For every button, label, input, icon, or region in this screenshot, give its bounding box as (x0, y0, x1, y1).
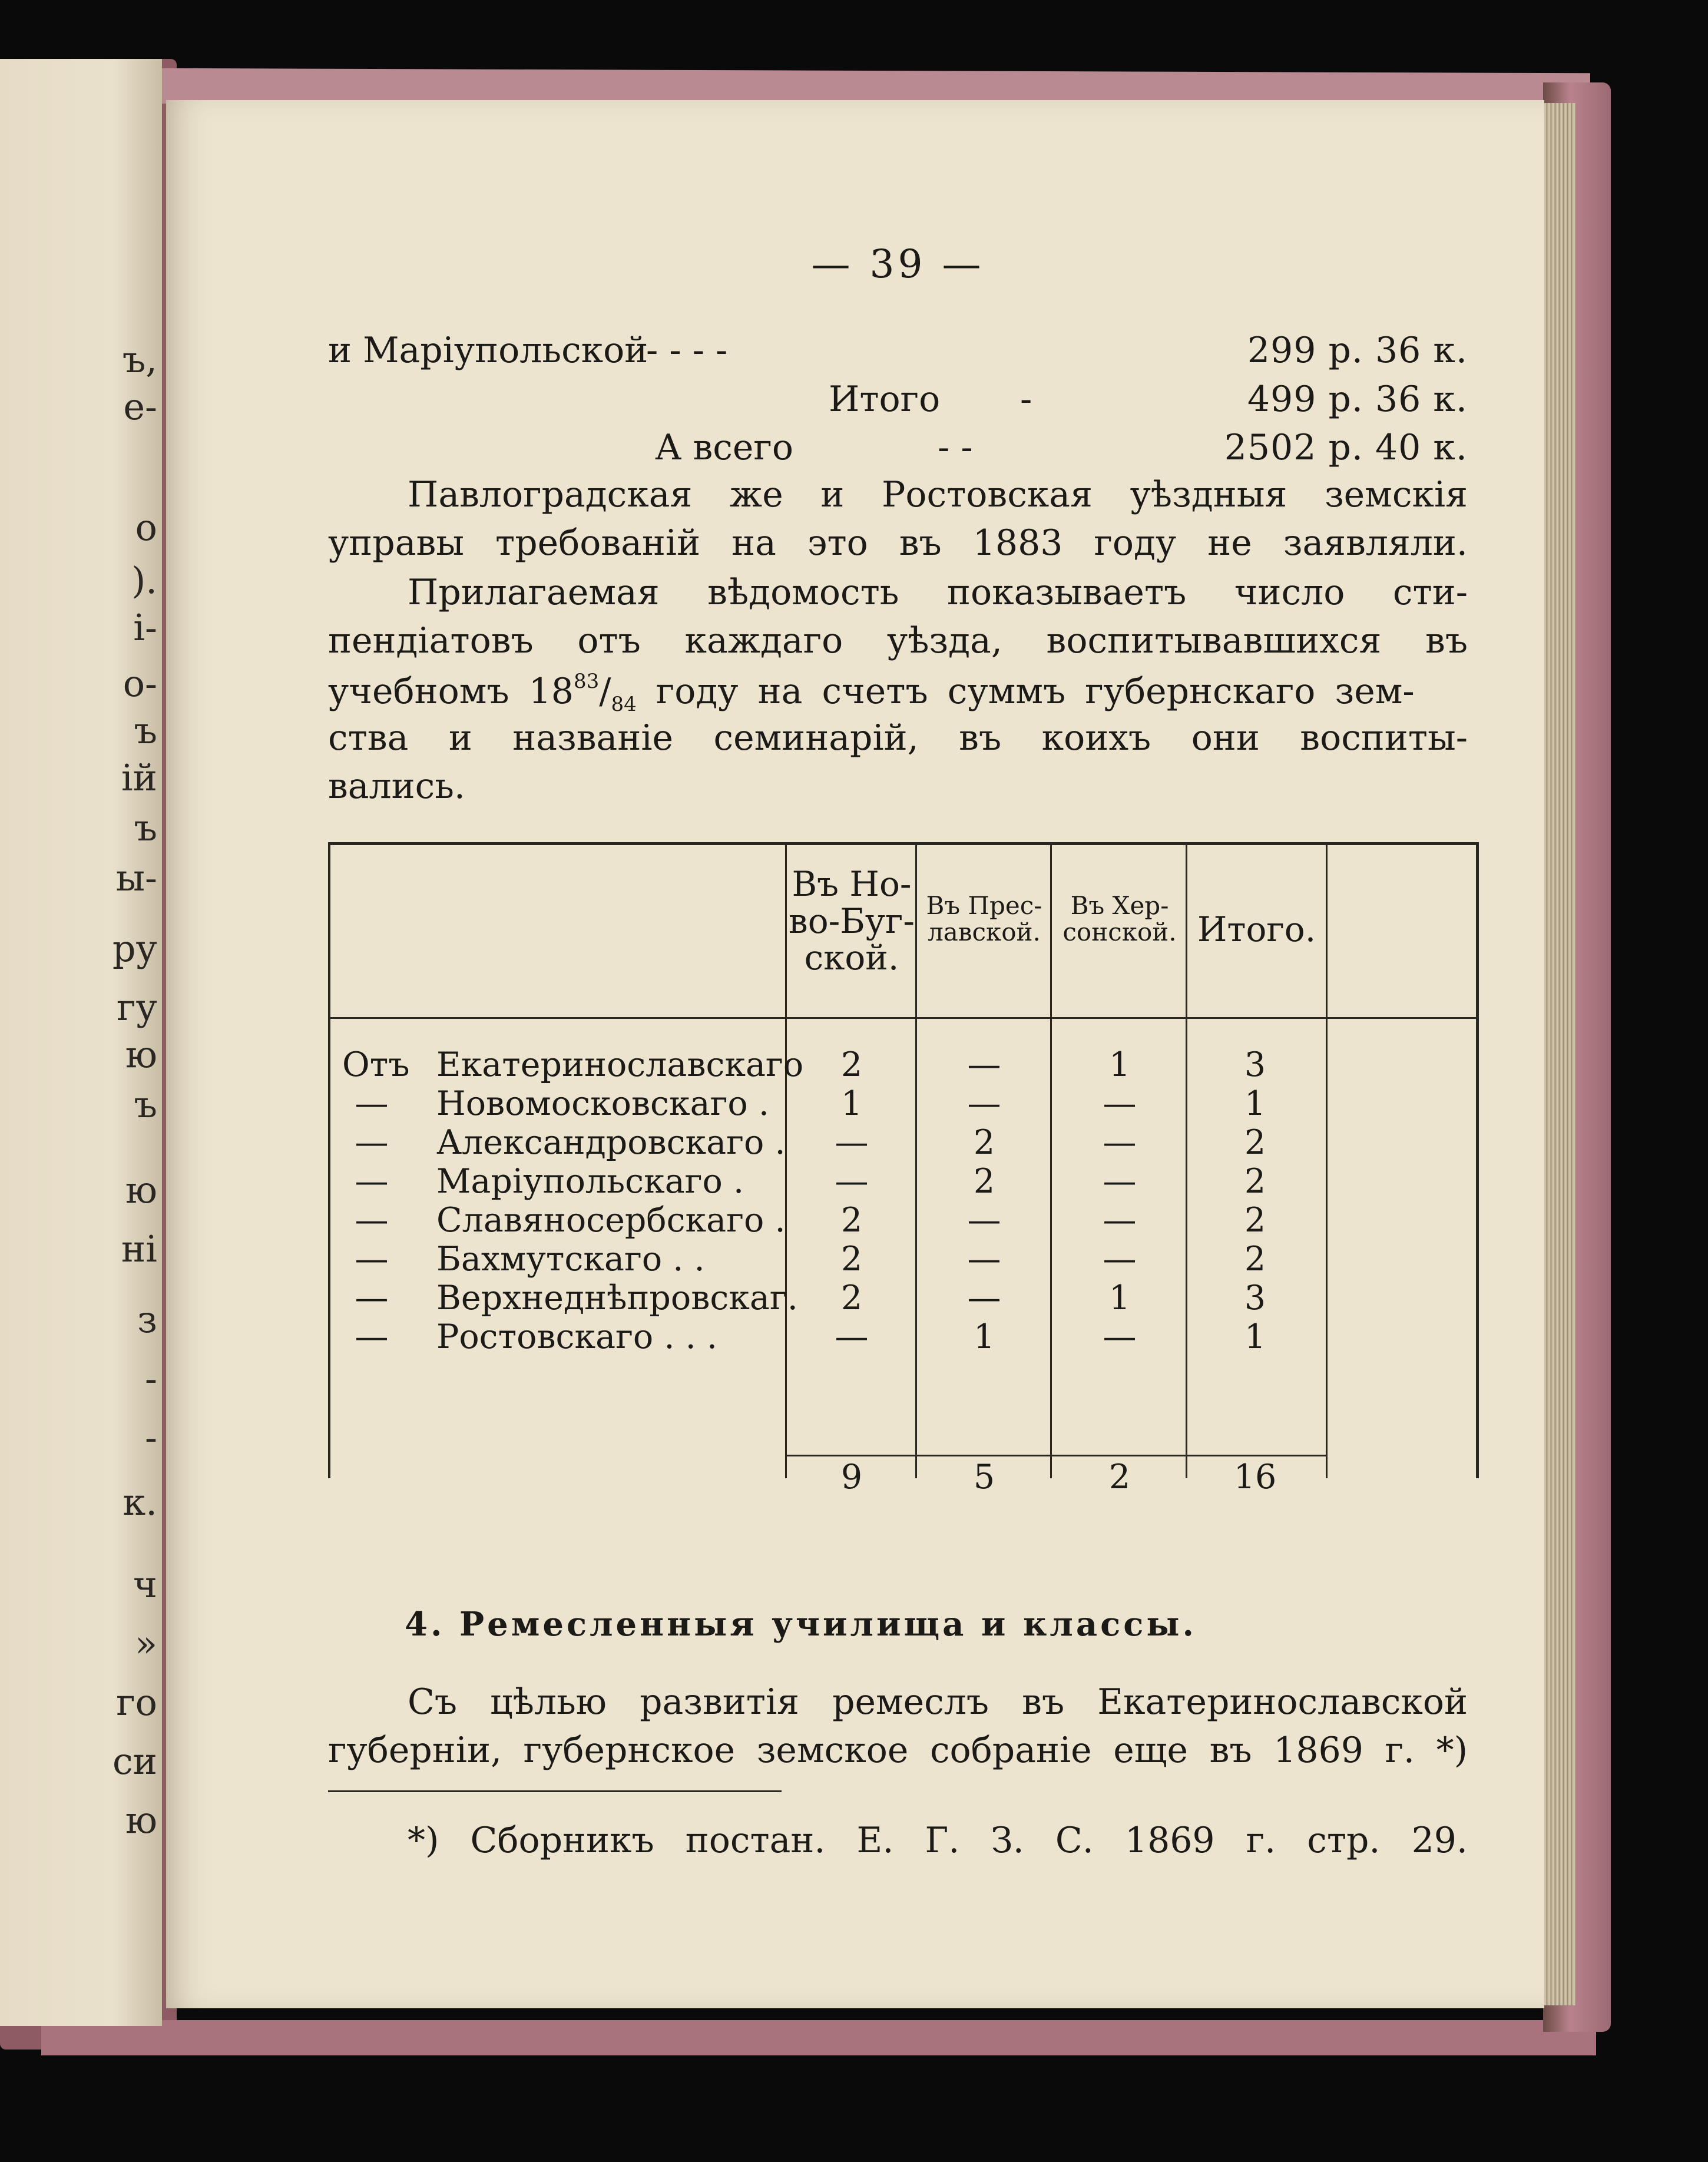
cell-kherson: — (1103, 1240, 1137, 1279)
table-row (330, 1279, 1476, 1317)
facing-page-fragment: ні (121, 1227, 157, 1270)
facing-page-fragment: ъ (134, 806, 157, 849)
paragraph2-line2: пендіатовъ отъ каждаго уѣзда, воспитывавшихся въ (328, 620, 1468, 661)
cell-novobug: — (835, 1317, 869, 1356)
cell-preslav: — (967, 1279, 1001, 1317)
cell-novobug: 2 (840, 1240, 863, 1279)
page-edges (1543, 103, 1575, 2005)
header-kherson (1052, 892, 1187, 946)
facing-page-fragment: - (145, 1357, 157, 1400)
cell-total: 2 (1244, 1123, 1266, 1162)
total-all: 16 (1233, 1458, 1277, 1496)
row-district: Маріупольскаго . (436, 1162, 744, 1201)
header-total: Итого. (1197, 909, 1316, 949)
header-text: Въ Прес- (926, 891, 1042, 920)
header-text: ской. (804, 938, 899, 978)
book-page (166, 100, 1544, 2008)
header-novobug (787, 866, 916, 976)
facing-page-fragment: ій (121, 756, 157, 799)
header-text: Въ Хер- (1070, 891, 1169, 920)
row-prefix: — (355, 1084, 389, 1123)
table-row (330, 1084, 1476, 1123)
cell-total: 1 (1244, 1084, 1266, 1123)
money-dashes: - - (938, 427, 973, 468)
header-text: Въ Но- (792, 864, 912, 904)
totals-row (330, 1458, 1476, 1496)
paragraph2-line4: ства и названіе семинарій, въ коихъ они воспиты- (328, 717, 1468, 759)
cell-kherson: — (1103, 1201, 1137, 1240)
facing-page-fragment: си (112, 1740, 157, 1783)
row-district: Славяносербскаго . (436, 1201, 786, 1240)
row-prefix: — (355, 1279, 389, 1317)
facing-page-fragment: - (145, 1416, 157, 1459)
facing-page-fragment: ). (131, 559, 157, 602)
facing-page (0, 59, 162, 2026)
cell-preslav: 1 (973, 1317, 995, 1356)
row-district: Екатеринославскаго (436, 1045, 804, 1084)
cell-kherson: 1 (1108, 1279, 1131, 1317)
facing-page-fragment: о (135, 506, 157, 549)
paragraph2-line1: Прилагаемая вѣдомость показываетъ число сти- (408, 572, 1468, 613)
cell-preslav: — (967, 1084, 1001, 1123)
facing-page-fragment: ы- (115, 856, 157, 899)
total-preslav: 5 (973, 1458, 995, 1496)
table-row (330, 1045, 1476, 1084)
paragraph1-line2: управы требованій на это въ 1883 году не заявляли. (328, 522, 1468, 564)
fraction-numerator: 83 (573, 670, 600, 693)
row-district: Александровскаго . (436, 1123, 786, 1162)
cell-novobug: — (835, 1162, 869, 1201)
cell-total: 2 (1244, 1201, 1266, 1240)
row-prefix: — (355, 1240, 389, 1279)
paragraph1-line1: Павлоградская же и Ростовская уѣздныя земскія (408, 474, 1468, 515)
book-cover-bottom-edge (41, 2020, 1596, 2055)
cell-novobug: 2 (840, 1045, 863, 1084)
money-amount: 299 р. 36 к. (1247, 330, 1468, 371)
facing-page-fragment: го (116, 1681, 157, 1724)
cell-total: 3 (1244, 1045, 1266, 1084)
paragraph2-line3 (328, 671, 1468, 714)
cell-novobug: 2 (840, 1279, 863, 1317)
cell-novobug: 2 (840, 1201, 863, 1240)
table-row (330, 1123, 1476, 1162)
facing-page-fragment: гу (117, 986, 157, 1029)
cell-kherson: — (1103, 1123, 1137, 1162)
row-prefix: — (355, 1317, 389, 1356)
row-district: Новомосковскаго . (436, 1084, 769, 1123)
paragraph3-line1: Съ цѣлью развитія ремеслъ въ Екатеринославской (408, 1681, 1468, 1723)
cell-total: 1 (1244, 1317, 1266, 1356)
row-prefix: — (355, 1162, 389, 1201)
header-text: сонской. (1062, 918, 1177, 947)
cell-preslav: — (967, 1201, 1001, 1240)
table-row (330, 1162, 1476, 1201)
row-district: Бахмутскаго . . (436, 1240, 705, 1279)
facing-page-fragment: о- (123, 662, 157, 705)
facing-page-fragment: ру (112, 927, 157, 970)
text-part: учебномъ 18 (328, 671, 574, 712)
stipend-table (328, 842, 1479, 1496)
facing-page-fragment: ю (125, 1168, 157, 1211)
header-text: во-Буг- (789, 900, 915, 941)
cell-total: 2 (1244, 1162, 1266, 1201)
cell-kherson: — (1103, 1317, 1137, 1356)
cell-preslav: 2 (973, 1123, 995, 1162)
money-amount: 2502 р. 40 к. (1224, 427, 1468, 468)
table-row (330, 1317, 1476, 1356)
row-prefix: — (355, 1201, 389, 1240)
text-part: году на счетъ суммъ губернскаго зем- (636, 671, 1415, 712)
money-line-total (328, 427, 1468, 468)
facing-page-fragment: ю (125, 1033, 157, 1076)
facing-page-fragment: і- (133, 606, 157, 649)
money-label: А всего (655, 427, 793, 468)
header-text: лавской. (928, 918, 1041, 947)
facing-page-fragment: ъ, (122, 338, 157, 381)
facing-page-fragment: з (137, 1298, 157, 1341)
fraction-denominator: 84 (611, 693, 637, 716)
money-line-itogo (328, 379, 1468, 420)
header-preslav (916, 892, 1052, 946)
cell-kherson: — (1103, 1162, 1137, 1201)
row-prefix: — (355, 1123, 389, 1162)
total-kherson: 2 (1108, 1458, 1131, 1496)
facing-page-fragment: ч (133, 1563, 157, 1606)
money-label: и Маріупольской (328, 330, 648, 371)
row-district: Ростовскаго . . . (436, 1317, 717, 1356)
money-dashes: - (1020, 379, 1032, 420)
cell-preslav: — (967, 1045, 1001, 1084)
facing-page-fragment: » (135, 1622, 157, 1665)
money-line-mariupol (328, 330, 1468, 371)
cell-preslav: — (967, 1240, 1001, 1279)
cell-preslav: 2 (973, 1162, 995, 1201)
totals-rule (787, 1455, 1326, 1456)
footnote: *) Сборникъ постан. Е. Г. З. С. 1869 г. стр. 29. (408, 1820, 1468, 1861)
cell-novobug: — (835, 1123, 869, 1162)
facing-page-fragment: ъ (134, 709, 157, 752)
table-row (330, 1201, 1476, 1240)
paragraph3-line2: губерніи, губернское земское собраніе еще въ 1869 г. *) (328, 1730, 1468, 1771)
cell-total: 3 (1244, 1279, 1266, 1317)
cell-total: 2 (1244, 1240, 1266, 1279)
section-heading: 4. Ремесленныя училища и классы. (405, 1605, 1197, 1644)
cell-kherson: — (1103, 1084, 1137, 1123)
row-prefix: Отъ (342, 1045, 410, 1084)
money-amount: 499 р. 36 к. (1247, 379, 1468, 420)
cell-novobug: 1 (840, 1084, 863, 1123)
facing-page-fragment: ю (125, 1799, 157, 1842)
footnote-rule (328, 1790, 782, 1792)
cell-kherson: 1 (1108, 1045, 1131, 1084)
money-label: Итого (829, 379, 941, 420)
facing-page-fragment: к. (123, 1481, 157, 1524)
table-row (330, 1240, 1476, 1279)
money-dashes: - - - - (646, 330, 728, 371)
fraction-slash: / (599, 671, 611, 712)
facing-page-fragment: ъ (134, 1083, 157, 1126)
paragraph2-line5: вались. (328, 766, 465, 807)
facing-page-fragment: е- (123, 385, 157, 428)
page-number: — 39 — (811, 241, 985, 287)
total-novobug: 9 (840, 1458, 863, 1496)
row-district: Верхнеднѣпровскаг. (436, 1279, 798, 1317)
header-rule (330, 1017, 1476, 1019)
